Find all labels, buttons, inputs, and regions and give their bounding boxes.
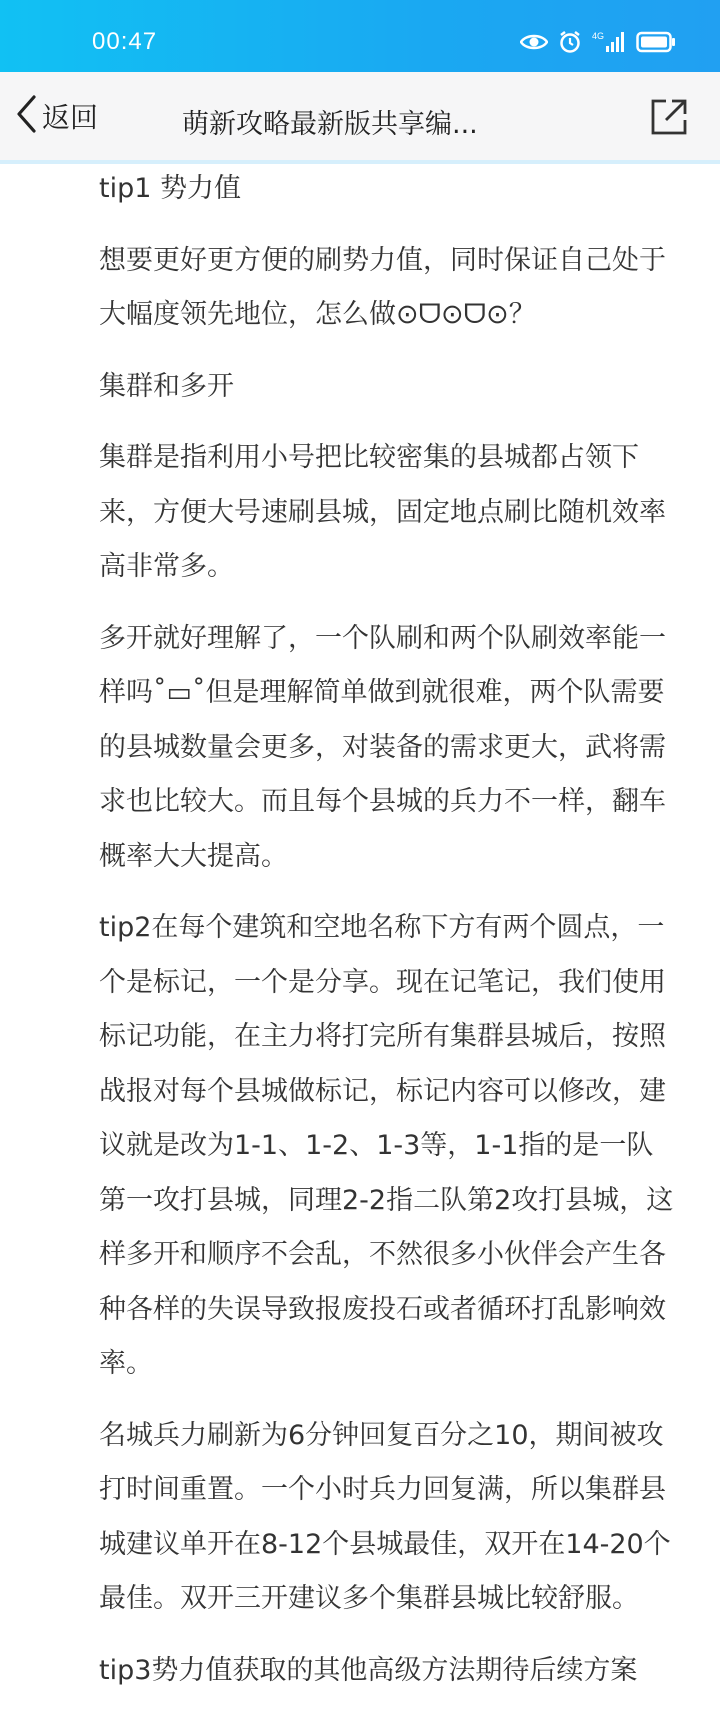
- tip1-heading: tip1 势力值: [99, 173, 241, 204]
- status-icons: [520, 30, 676, 54]
- signal-4g-icon: [592, 30, 626, 54]
- network-label: 4G: [592, 31, 605, 41]
- external-link-icon: [650, 121, 688, 140]
- section-heading: 集群和多开: [99, 370, 234, 402]
- article-body: [99, 162, 679, 1715]
- share-button[interactable]: [650, 98, 688, 140]
- nav-bar: [0, 72, 720, 164]
- paragraph-tip2: tip2在每个建筑和空地名称下方有两个圆点，一个是标记，一个是分享。现在记笔记，我们使用标记功能，在主力将打完所有集群县城后，按照战报对每个县城做标记，标记内容可以修改，建议就是改为1-1、1-2、1-3等，1-1指的是一队第一攻打县城，同理2-2指二队第2攻打县城，这样多开和顺序不会乱，不然很多小伙伴会产生各种各样的失误导致报废投石或者循环打乱影响效率。: [99, 912, 674, 1379]
- page-title: 萌新攻略最新版共享编...: [182, 109, 478, 140]
- paragraph-recovery: 名城兵力刷新为6分钟回复百分之10，期间被攻打时间重置。一个小时兵力回复满，所以集群县城建议单开在8-12个县城最佳，双开在14-20个最佳。双开三开建议多个集群县城比较舒服。: [99, 1419, 671, 1614]
- paragraph-multi-open: 多开就好理解了，一个队刷和两个队刷效率能一样吗˚▭˚但是理解简单做到就很难，两个队需要的县城数量会更多，对装备的需求更大，武将需求也比较大。而且每个县城的兵力不一样，翻车概率大大提高。: [99, 622, 666, 872]
- alarm-icon: [558, 30, 582, 54]
- eye-icon: [520, 32, 548, 52]
- battery-icon: [636, 31, 676, 53]
- back-button[interactable]: [14, 92, 98, 140]
- status-time: 00:47: [92, 28, 158, 55]
- back-label: 返回: [42, 101, 99, 134]
- paragraph-tip3: tip3势力值获取的其他高级方法期待后续方案: [99, 1654, 638, 1686]
- paragraph-cluster: 集群是指利用小号把比较密集的县城都占领下来，方便大号速刷县城，固定地点刷比随机效率高非常多。: [99, 442, 666, 582]
- status-bar: [0, 0, 720, 72]
- paragraph-intro: 想要更好更方便的刷势力值，同时保证自己处于大幅度领先地位，怎么做⊙ᗜ⊙ᗜ⊙？: [99, 244, 666, 330]
- chevron-left-icon: [14, 94, 40, 138]
